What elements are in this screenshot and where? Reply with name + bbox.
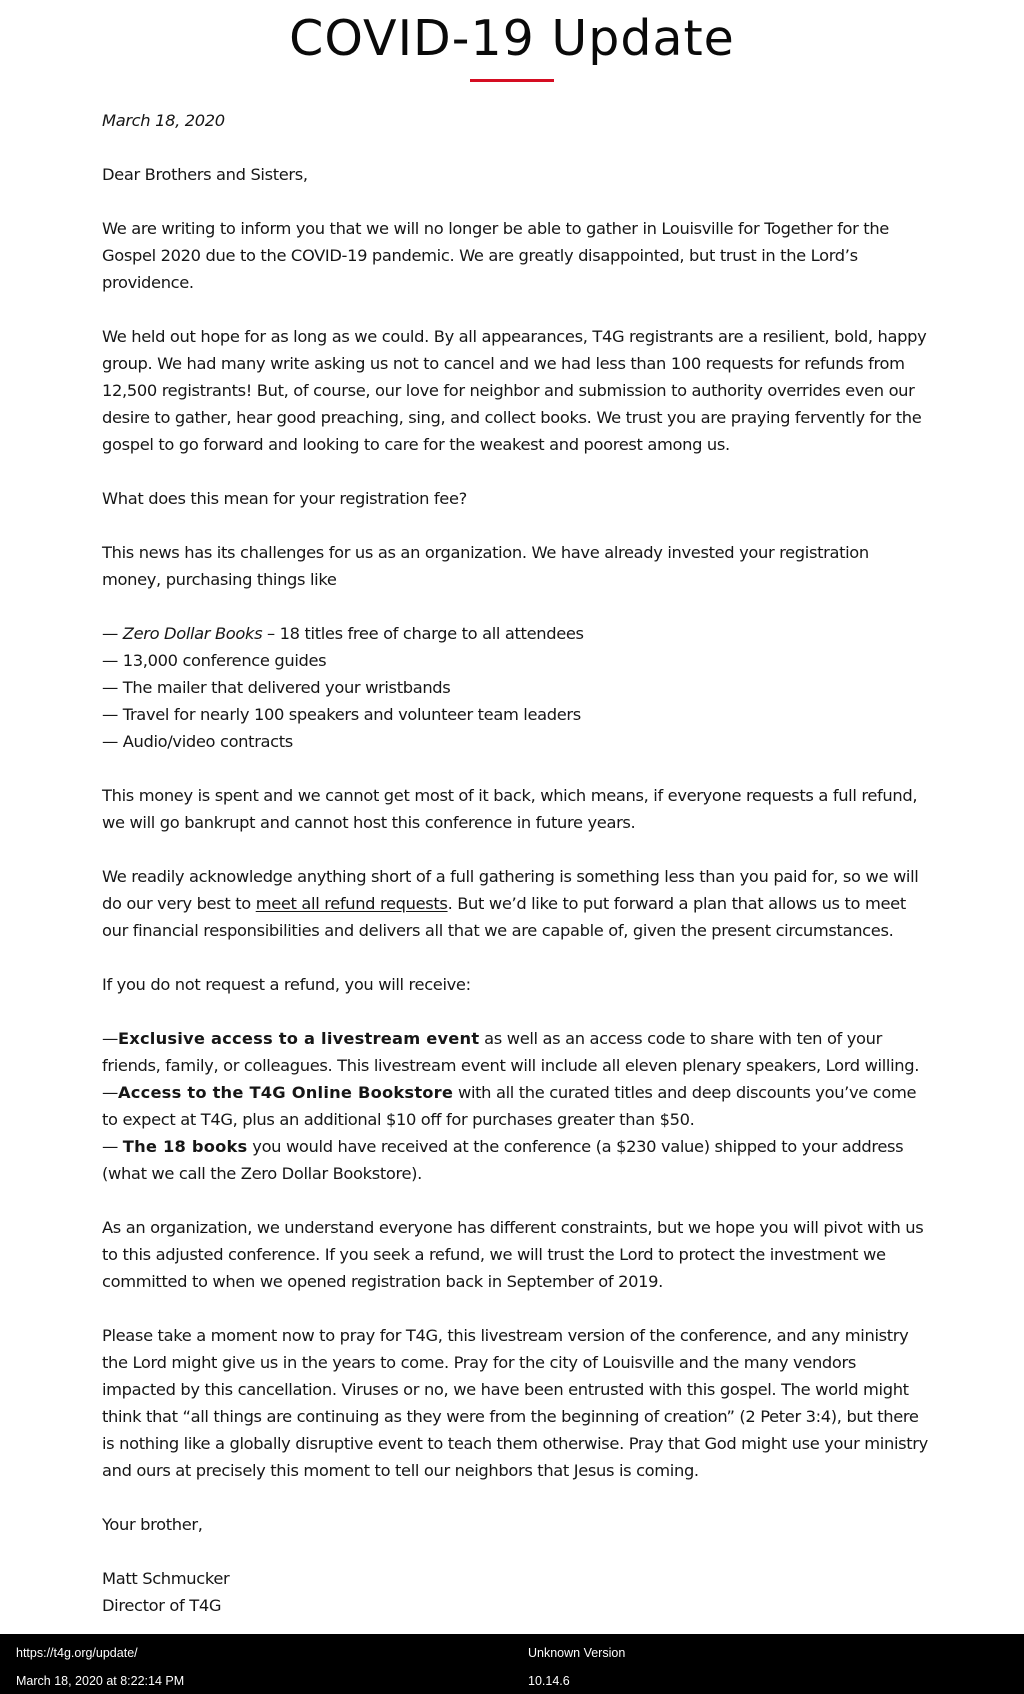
dash-bullet: — (102, 732, 123, 751)
benefit-item (102, 1133, 928, 1187)
paragraph-refund-plan (102, 863, 928, 944)
browser-version: Unknown Version (528, 1646, 626, 1660)
receive-intro: If you do not request a refund, you will receive: (102, 975, 471, 994)
paragraph-pivot: As an organization, we understand everyone has different constraints, but we hope you will pivot with us to this adjusted conference. If you seek a refund, we will trust the Lord to protect the investment we committed to when we opened registration back in September of 2019. (102, 1218, 924, 1291)
text: We readily acknowledge anything short of a full gathering is something less than you paid for, so we will do our very best to (102, 867, 919, 913)
dash-bullet: — (102, 1137, 123, 1156)
paragraph-challenges: This news has its challenges for us as an organization. We have already invested your registration money, purchasing things like (102, 543, 869, 589)
benefit-text: you would have received at the conference (a $230 value) shipped to your address (what we call the Zero Dollar Bookstore). (102, 1137, 904, 1183)
list-item (102, 620, 928, 647)
paragraph-money-spent: This money is spent and we cannot get most of it back, which means, if everyone requests a full refund, we will go bankrupt and cannot host this conference in future years. (102, 786, 918, 832)
benefits-list (102, 1025, 928, 1187)
dash-bullet: — (102, 705, 123, 724)
benefit-title: The 18 books (122, 1137, 248, 1156)
list-item (102, 674, 928, 701)
signer-title: Director of T4G (102, 1596, 222, 1615)
purchases-list (102, 620, 928, 755)
list-item-text: The mailer that delivered your wristbands (122, 678, 451, 697)
list-item (102, 647, 928, 674)
signature-block (102, 1511, 928, 1619)
question-registration-fee: What does this mean for your registration fee? (102, 489, 467, 508)
dash-bullet: — (102, 1029, 118, 1048)
benefit-text: with all the curated titles and deep discounts you’ve come to expect at T4G, plus an additional $10 off for purchases greater than $50. (102, 1083, 917, 1129)
benefit-item (102, 1025, 928, 1079)
refund-requests-link[interactable]: meet all refund requests (255, 894, 448, 913)
capture-timestamp: March 18, 2020 at 8:22:14 PM (16, 1674, 185, 1688)
list-item-text: Travel for nearly 100 speakers and volunteer team leaders (122, 705, 581, 724)
paragraph-cancellation: We are writing to inform you that we will no longer be able to gather in Louisville for Together for the Gospel 2020 due to the COVID-19 pandemic. We are greatly disappointed, but trust in the Lord’s providence. (102, 219, 889, 292)
signer-name: Matt Schmucker (102, 1569, 230, 1588)
title-underline-divider (470, 79, 554, 82)
zero-dollar-books-label: Zero Dollar Books (122, 624, 263, 643)
paragraph-hope: We held out hope for as long as we could. By all appearances, T4G registrants are a resilient, bold, happy group. We had many write asking us not to cancel and we had less than 100 requests for refunds from 12,500 registrants! But, of course, our love for neighbor and submission to authority overrides even our desire to gather, hear good preaching, sing, and collect books. We trust you are praying fervently for the gospel to go forward and looking to care for the weakest and poorest among us. (102, 327, 927, 454)
list-item (102, 701, 928, 728)
dash-bullet: — (102, 624, 123, 643)
page-title: COVID-19 Update (289, 10, 735, 67)
letter-date: March 18, 2020 (102, 111, 225, 130)
dash-bullet: — (102, 1083, 118, 1102)
dash-bullet: — (102, 678, 123, 697)
page-url: https://t4g.org/update/ (16, 1646, 138, 1660)
list-item-text: 13,000 conference guides (122, 651, 327, 670)
benefit-item (102, 1079, 928, 1133)
benefit-title: Access to the T4G Online Bookstore (117, 1083, 454, 1102)
closing: Your brother, (102, 1515, 203, 1534)
capture-info-bar (0, 1634, 1024, 1694)
text: . But we’d like to put forward a plan that allows us to meet our financial responsibilities and delivers all that we are capable of, given the present circumstances. (102, 894, 906, 940)
paragraph-prayer: Please take a moment now to pray for T4G, this livestream version of the conference, and any ministry the Lord might give us in the years to come. Pray for the city of Louisville and the many vendors impacted by this cancellation. Viruses or no, we have been entrusted with this gospel. The world might think that “all things are continuing as they were from the beginning of creation” (2 Peter 3:4), but there is nothing like a globally disruptive event to teach them otherwise. Pray that God might use your ministry and ours at precisely this moment to tell our neighbors that Jesus is coming. (102, 1326, 928, 1480)
letter-body (102, 107, 928, 1619)
list-item (102, 728, 928, 755)
os-version: 10.14.6 (528, 1674, 570, 1688)
dash-bullet: — (102, 651, 123, 670)
list-item-text: – 18 titles free of charge to all attendees (262, 624, 584, 643)
benefit-text: as well as an access code to share with ten of your friends, family, or colleagues. This livestream event will include all eleven plenary speakers, Lord willing. (102, 1029, 920, 1075)
list-item-text: Audio/video contracts (122, 732, 293, 751)
salutation: Dear Brothers and Sisters, (102, 165, 308, 184)
benefit-title: Exclusive access to a livestream event (117, 1029, 480, 1048)
